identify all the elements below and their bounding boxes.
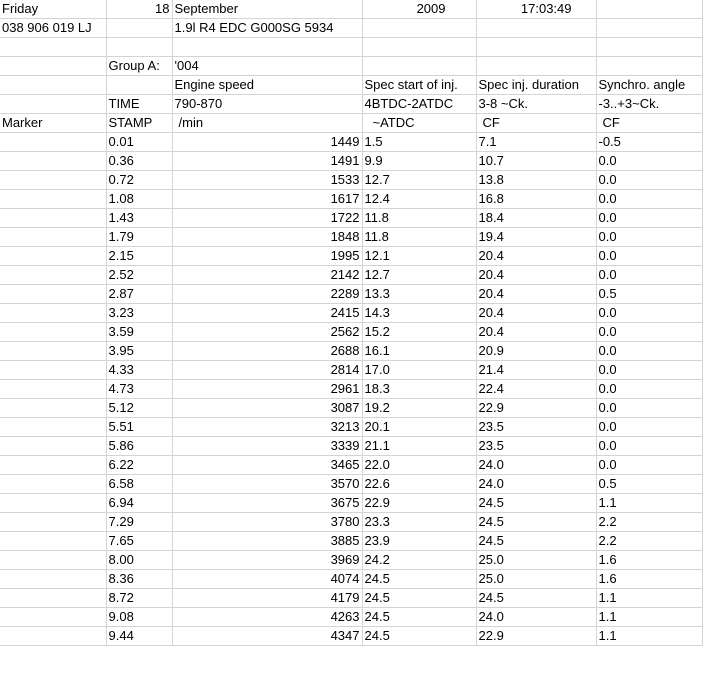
cell-synchro-angle[interactable]: 2.2 [596,513,702,532]
cell-inj-duration[interactable]: 22.9 [476,399,596,418]
table-row [0,589,702,608]
cell-empty[interactable] [596,19,702,38]
cell-synchro-angle[interactable]: 0.0 [596,266,702,285]
cell-inj-start[interactable]: 22.0 [362,456,476,475]
table-row [0,247,702,266]
cell-engine-speed[interactable]: 1491 [172,152,362,171]
table-row [0,133,702,152]
cell-inj-start[interactable]: 12.4 [362,190,476,209]
cell-time-stamp[interactable]: 4.33 [106,361,172,380]
table-row [0,494,702,513]
cell-time-stamp[interactable]: 1.79 [106,228,172,247]
cell-time-stamp[interactable]: 3.59 [106,323,172,342]
cell-synchro-angle[interactable]: 2.2 [596,532,702,551]
cell-inj-start[interactable]: 13.3 [362,285,476,304]
cell-inj-start[interactable]: 22.6 [362,475,476,494]
cell-inj-start[interactable]: 24.5 [362,627,476,646]
cell-time-stamp[interactable]: 5.86 [106,437,172,456]
cell-marker[interactable] [0,266,106,285]
cell-inj-start[interactable]: 1.5 [362,133,476,152]
cell-time-stamp[interactable]: 3.95 [106,342,172,361]
cell-time-stamp[interactable]: 9.08 [106,608,172,627]
cell-engine-speed[interactable]: 3087 [172,399,362,418]
cell-marker[interactable] [0,551,106,570]
cell-marker[interactable] [0,190,106,209]
cell-synchro-angle[interactable]: 0.0 [596,190,702,209]
cell-inj-start[interactable]: 9.9 [362,152,476,171]
cell-sync-header[interactable]: Synchro. angle [596,76,702,95]
cell-inj-start[interactable]: 12.1 [362,247,476,266]
cell-inj-duration[interactable]: 19.4 [476,228,596,247]
cell-inj-start-range[interactable]: 4BTDC-2ATDC [362,95,476,114]
cell-time-stamp[interactable]: 8.36 [106,570,172,589]
cell-inj-duration[interactable]: 20.4 [476,285,596,304]
cell-inj-dur-header[interactable]: Spec inj. duration [476,76,596,95]
cell-inj-duration[interactable]: 24.5 [476,532,596,551]
table-row [0,456,702,475]
cell-synchro-angle[interactable]: 0.0 [596,456,702,475]
cell-engine-speed[interactable]: 3570 [172,475,362,494]
cell-marker[interactable] [0,304,106,323]
cell-engine-speed[interactable]: 1533 [172,171,362,190]
header-row-2 [0,19,702,38]
cell-marker[interactable] [0,399,106,418]
cell-time-stamp[interactable]: 3.23 [106,304,172,323]
table-row [0,551,702,570]
cell-speed-header[interactable]: Engine speed [172,76,362,95]
cell-time-stamp[interactable]: 7.65 [106,532,172,551]
cell-stamp-header[interactable]: STAMP [106,114,172,133]
cell-time-stamp[interactable]: 2.52 [106,266,172,285]
cell-engine-speed[interactable]: 1722 [172,209,362,228]
cell-time-stamp[interactable]: 8.72 [106,589,172,608]
cell-synchro-angle[interactable]: 0.0 [596,152,702,171]
cell-empty[interactable] [362,38,476,57]
cell-synchro-angle[interactable]: 1.1 [596,608,702,627]
cell-marker[interactable] [0,627,106,646]
cell-marker[interactable] [0,285,106,304]
cell-engine-speed[interactable]: 3780 [172,513,362,532]
table-row [0,304,702,323]
cell-engine-speed[interactable]: 4347 [172,627,362,646]
cell-inj-start-header[interactable]: Spec start of inj. [362,76,476,95]
cell-marker[interactable] [0,152,106,171]
group-row [0,57,702,76]
cell-engine-speed[interactable]: 1995 [172,247,362,266]
cell-marker[interactable] [0,380,106,399]
cell-inj-duration[interactable]: 20.9 [476,342,596,361]
cell-month[interactable]: September [172,0,362,19]
cell-empty[interactable] [596,57,702,76]
cell-engine-speed[interactable]: 1449 [172,133,362,152]
cell-synchro-angle[interactable]: 0.0 [596,209,702,228]
table-row [0,513,702,532]
cell-engine-speed[interactable]: 3969 [172,551,362,570]
cell-engine-speed[interactable]: 4263 [172,608,362,627]
cell-time-stamp[interactable]: 4.73 [106,380,172,399]
cell-synchro-angle[interactable]: 0.0 [596,399,702,418]
cell-inj-duration[interactable]: 13.8 [476,171,596,190]
cell-inj-duration[interactable]: 24.5 [476,589,596,608]
table-row [0,171,702,190]
cell-synchro-angle[interactable]: 0.5 [596,285,702,304]
cell-inj-start[interactable]: 11.8 [362,209,476,228]
cell-empty[interactable] [0,76,106,95]
cell-engine-speed[interactable]: 3213 [172,418,362,437]
cell-marker-header[interactable]: Marker [0,114,106,133]
cell-inj-start[interactable]: 11.8 [362,228,476,247]
cell-synchro-angle[interactable]: 1.1 [596,494,702,513]
cell-time-header[interactable]: TIME [106,95,172,114]
table-row [0,323,702,342]
cell-synchro-angle[interactable]: 1.6 [596,570,702,589]
cell-inj-dur-unit[interactable]: CF [476,114,596,133]
cell-sync-range[interactable]: -3..+3~Ck. [596,95,702,114]
cell-inj-duration[interactable]: 23.5 [476,437,596,456]
cell-engine-speed[interactable]: 4179 [172,589,362,608]
cell-inj-start[interactable]: 18.3 [362,380,476,399]
cell-marker[interactable] [0,570,106,589]
cell-inj-start[interactable]: 24.5 [362,570,476,589]
cell-engine[interactable]: 1.9l R4 EDC G000SG 5934 [172,19,362,38]
table-row [0,570,702,589]
cell-marker[interactable] [0,456,106,475]
cell-marker[interactable] [0,247,106,266]
cell-inj-start[interactable]: 24.5 [362,608,476,627]
cell-marker[interactable] [0,209,106,228]
cell-marker[interactable] [0,494,106,513]
cell-marker[interactable] [0,475,106,494]
cell-engine-speed[interactable]: 2814 [172,361,362,380]
cell-inj-dur-range[interactable]: 3-8 ~Ck. [476,95,596,114]
cell-time-stamp[interactable]: 0.01 [106,133,172,152]
cell-engine-speed[interactable]: 1617 [172,190,362,209]
cell-time-stamp[interactable]: 5.51 [106,418,172,437]
cell-empty[interactable] [0,38,106,57]
cell-inj-duration[interactable]: 18.4 [476,209,596,228]
cell-synchro-angle[interactable]: 0.0 [596,247,702,266]
cell-empty[interactable] [106,19,172,38]
cell-inj-duration[interactable]: 24.0 [476,608,596,627]
cell-inj-start[interactable]: 21.1 [362,437,476,456]
cell-empty[interactable] [476,38,596,57]
cell-empty[interactable] [106,76,172,95]
cell-time-stamp[interactable]: 1.08 [106,190,172,209]
cell-engine-speed[interactable]: 3465 [172,456,362,475]
cell-engine-speed[interactable]: 2562 [172,323,362,342]
cell-synchro-angle[interactable]: 0.0 [596,437,702,456]
cell-inj-duration[interactable]: 22.4 [476,380,596,399]
cell-inj-duration[interactable]: 22.9 [476,627,596,646]
cell-inj-start[interactable]: 22.9 [362,494,476,513]
column-header-row-3 [0,114,702,133]
cell-inj-start[interactable]: 23.9 [362,532,476,551]
cell-inj-duration[interactable]: 16.8 [476,190,596,209]
cell-time-stamp[interactable]: 8.00 [106,551,172,570]
cell-time-stamp[interactable]: 6.58 [106,475,172,494]
cell-inj-start[interactable]: 16.1 [362,342,476,361]
cell-time-stamp[interactable]: 7.29 [106,513,172,532]
table-row [0,418,702,437]
table-row [0,266,702,285]
cell-empty[interactable] [362,57,476,76]
cell-synchro-angle[interactable]: 0.0 [596,171,702,190]
cell-sync-unit[interactable]: CF [596,114,702,133]
cell-speed-unit[interactable]: /min [172,114,362,133]
table-row [0,342,702,361]
cell-empty[interactable] [172,38,362,57]
cell-time-stamp[interactable]: 9.44 [106,627,172,646]
cell-engine-speed[interactable]: 2415 [172,304,362,323]
cell-inj-start[interactable]: 20.1 [362,418,476,437]
cell-inj-duration[interactable]: 24.5 [476,494,596,513]
cell-speed-range[interactable]: 790-870 [172,95,362,114]
table-row [0,285,702,304]
cell-inj-start[interactable]: 14.3 [362,304,476,323]
cell-inj-start[interactable]: 12.7 [362,266,476,285]
cell-inj-start-unit[interactable]: ~ATDC [362,114,476,133]
cell-time-stamp[interactable]: 0.36 [106,152,172,171]
table-row [0,209,702,228]
cell-engine-speed[interactable]: 3885 [172,532,362,551]
cell-marker[interactable] [0,589,106,608]
cell-engine-speed[interactable]: 3339 [172,437,362,456]
cell-marker[interactable] [0,133,106,152]
table-row [0,399,702,418]
cell-time-stamp[interactable]: 2.87 [106,285,172,304]
cell-synchro-angle[interactable]: 0.0 [596,342,702,361]
cell-engine-speed[interactable]: 2961 [172,380,362,399]
cell-engine-speed[interactable]: 2289 [172,285,362,304]
cell-synchro-angle[interactable]: 0.5 [596,475,702,494]
cell-inj-start[interactable]: 17.0 [362,361,476,380]
cell-inj-start[interactable]: 24.2 [362,551,476,570]
table-row [0,152,702,171]
cell-marker[interactable] [0,361,106,380]
cell-marker[interactable] [0,532,106,551]
cell-synchro-angle[interactable]: 1.1 [596,627,702,646]
cell-inj-duration[interactable]: 24.0 [476,456,596,475]
column-header-row-2 [0,95,702,114]
cell-marker[interactable] [0,437,106,456]
cell-synchro-angle[interactable]: 1.6 [596,551,702,570]
table-row [0,190,702,209]
cell-marker[interactable] [0,228,106,247]
cell-inj-start[interactable]: 24.5 [362,589,476,608]
cell-engine-speed[interactable]: 1848 [172,228,362,247]
cell-inj-duration[interactable]: 25.0 [476,551,596,570]
cell-empty[interactable] [476,19,596,38]
cell-synchro-angle[interactable]: 0.0 [596,418,702,437]
table-row [0,437,702,456]
cell-synchro-angle[interactable]: 0.0 [596,228,702,247]
cell-empty[interactable] [476,57,596,76]
cell-synchro-angle[interactable]: 1.1 [596,589,702,608]
cell-engine-speed[interactable]: 3675 [172,494,362,513]
cell-time[interactable]: 17:03:49 [476,0,596,19]
cell-time-stamp[interactable]: 5.12 [106,399,172,418]
table-row [0,475,702,494]
cell-empty[interactable] [106,38,172,57]
header-row-1 [0,0,702,19]
cell-empty[interactable] [596,0,702,19]
cell-empty[interactable] [0,57,106,76]
table-row [0,608,702,627]
blank-row [0,38,702,57]
cell-inj-duration[interactable]: 23.5 [476,418,596,437]
cell-engine-speed[interactable]: 2142 [172,266,362,285]
table-row [0,532,702,551]
cell-synchro-angle[interactable]: 0.0 [596,361,702,380]
cell-date-num[interactable]: 18 [106,0,172,19]
cell-synchro-angle[interactable]: -0.5 [596,133,702,152]
cell-synchro-angle[interactable]: 0.0 [596,380,702,399]
column-header-row-1 [0,76,702,95]
cell-part-no[interactable]: 038 906 019 LJ [0,19,106,38]
cell-inj-start[interactable]: 15.2 [362,323,476,342]
table-row [0,228,702,247]
cell-inj-start[interactable]: 19.2 [362,399,476,418]
cell-empty[interactable] [362,19,476,38]
cell-day[interactable]: Friday [0,0,106,19]
cell-inj-duration[interactable]: 20.4 [476,304,596,323]
cell-time-stamp[interactable]: 2.15 [106,247,172,266]
cell-empty[interactable] [0,95,106,114]
cell-marker[interactable] [0,323,106,342]
cell-inj-duration[interactable]: 25.0 [476,570,596,589]
cell-inj-duration[interactable]: 21.4 [476,361,596,380]
cell-marker[interactable] [0,513,106,532]
cell-inj-duration[interactable]: 20.4 [476,323,596,342]
cell-time-stamp[interactable]: 0.72 [106,171,172,190]
cell-marker[interactable] [0,342,106,361]
cell-inj-duration[interactable]: 24.0 [476,475,596,494]
cell-inj-duration[interactable]: 10.7 [476,152,596,171]
cell-inj-duration[interactable]: 20.4 [476,247,596,266]
table-row [0,627,702,646]
cell-inj-duration[interactable]: 7.1 [476,133,596,152]
cell-year[interactable]: 2009 [362,0,476,19]
cell-inj-start[interactable]: 23.3 [362,513,476,532]
cell-time-stamp[interactable]: 1.43 [106,209,172,228]
cell-group-label[interactable]: Group A: [106,57,172,76]
cell-engine-speed[interactable]: 4074 [172,570,362,589]
cell-marker[interactable] [0,608,106,627]
cell-empty[interactable] [596,38,702,57]
cell-group-value[interactable]: '004 [172,57,362,76]
cell-synchro-angle[interactable]: 0.0 [596,304,702,323]
table-row [0,380,702,399]
table-row [0,361,702,380]
cell-inj-duration[interactable]: 20.4 [476,266,596,285]
cell-inj-duration[interactable]: 24.5 [476,513,596,532]
cell-marker[interactable] [0,171,106,190]
cell-synchro-angle[interactable]: 0.0 [596,323,702,342]
cell-time-stamp[interactable]: 6.22 [106,456,172,475]
cell-time-stamp[interactable]: 6.94 [106,494,172,513]
cell-inj-start[interactable]: 12.7 [362,171,476,190]
cell-marker[interactable] [0,418,106,437]
cell-engine-speed[interactable]: 2688 [172,342,362,361]
